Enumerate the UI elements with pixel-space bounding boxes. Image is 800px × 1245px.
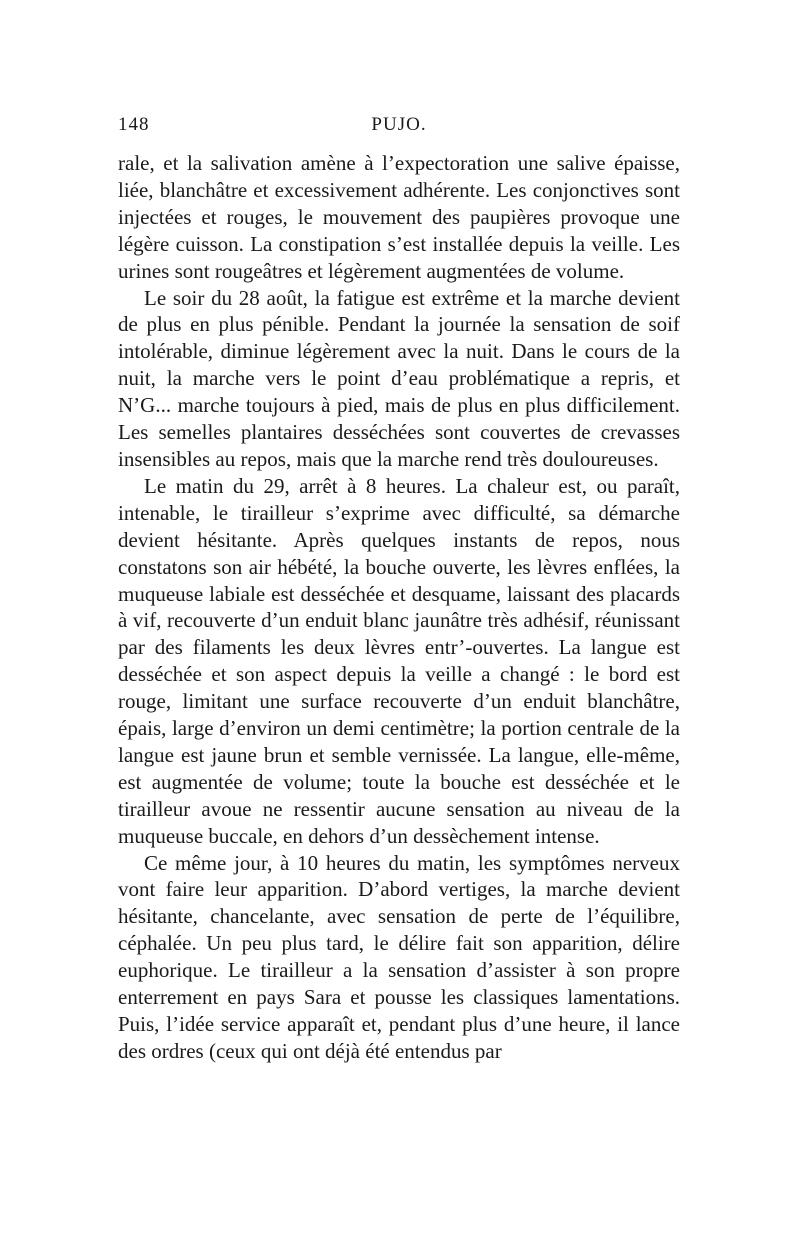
paragraph-morning-29: Le matin du 29, arrêt à 8 heures. La chaleur est, ou paraît, intenable, le tirailleur s’exprime avec difficulté, sa démarche devient hésitante. Après quelques instants de repos, nous constatons son air hébété, la bouche ouverte, les lèvres enflées, la muqueuse labiale est desséchée et desquame, laissant des placards à vif, recouverte d’un enduit blanc jaunâtre très adhésif, réunissant par des filaments les deux lèvres entr’-ouvertes. La langue est desséchée et son aspect depuis la veille a changé : le bord est rouge, limitant une surface recouverte d’un enduit blanchâtre, épais, large d’environ un demi centimètre; la portion centrale de la langue est jaune brun et semble vernissée. La langue, elle-même, est augmentée de volume; toute la bouche est desséchée et le tirailleur avoue ne ressentir aucune sensation au niveau de la muqueuse buccale, en dehors d’un dessèchement intense. (118, 473, 680, 848)
page-number: 148 (118, 114, 150, 135)
running-head (118, 114, 680, 144)
paragraph-continuation: rale, et la salivation amène à l’expectoration une salive épaisse, liée, blanchâtre et excessivement adhérente. Les conjonctives sont injectées et rouges, le mouvement des paupières provoque une légère cuisson. La constipation s’est installée depuis la veille. Les urines sont rougeâtres et légèrement augmentées de volume. (118, 151, 680, 283)
running-title: PUJO. (371, 114, 427, 135)
body-text (118, 150, 680, 1065)
paragraph-evening-28-august: Le soir du 28 août, la fatigue est extrême et la marche devient de plus en plus pénible. Pendant la journée la sensation de soif intolérable, diminue légèrement avec la nuit. Dans le cours de la nuit, la marche vers le point d’eau problématique a repris, et N’G... marche toujours à pied, mais de plus en plus difficilement. Les semelles plantaires desséchées sont couvertes de crevasses insensibles au repos, mais que la marche rend très douloureuses. (118, 285, 680, 471)
paragraph-nervous-symptoms: Ce même jour, à 10 heures du matin, les symptômes nerveux vont faire leur apparition. D’abord vertiges, la marche devient hésitante, chancelante, avec sensation de perte de l’équilibre, céphalée. Un peu plus tard, le délire fait son apparition, délire euphorique. Le tirailleur a la sensation d’assister à son propre enterrement en pays Sara et pousse les classiques lamentations. Puis, l’idée service apparaît et, pendant plus d’une heure, il lance des ordres (ceux qui ont déjà été entendus par (118, 850, 680, 1063)
